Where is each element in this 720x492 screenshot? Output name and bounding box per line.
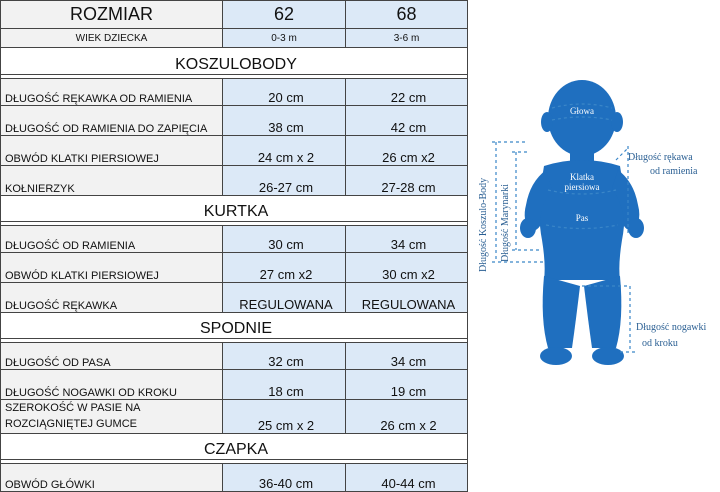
row-label: DŁUGOŚĆ RĘKAWKA OD RAMIENIA [1, 79, 223, 106]
size-68-header: 68 [346, 1, 468, 29]
table-row [1, 226, 468, 253]
row-value-62: 25 cm x 2 [223, 400, 346, 434]
table-row [1, 343, 468, 370]
row-label: OBWÓD GŁÓWKI [1, 464, 223, 492]
table-row [1, 370, 468, 400]
age-68: 3-6 m [346, 29, 468, 48]
size-62-header: 62 [223, 1, 346, 29]
table-row [1, 464, 468, 492]
label-head: Głowa [570, 106, 594, 116]
section-title: KURTKA [1, 196, 468, 222]
row-label: KOŁNIERZYK [1, 166, 223, 196]
baby-measurement-figure [470, 80, 720, 380]
row-value-68: 26 cm x 2 [346, 400, 468, 434]
row-value-68: 19 cm [346, 370, 468, 400]
section-header-row [1, 434, 468, 460]
label-waist: Pas [575, 213, 589, 223]
label-chest-1: Klatka [570, 172, 594, 182]
row-value-62: 30 cm [223, 226, 346, 253]
row-value-68: 34 cm [346, 343, 468, 370]
label-sleeve-1: Długość rękawa [628, 152, 693, 163]
row-value-62: 32 cm [223, 343, 346, 370]
table-row [1, 136, 468, 166]
section-header-row [1, 48, 468, 75]
row-value-68: 34 cm [346, 226, 468, 253]
age-row [1, 29, 468, 48]
row-label: DŁUGOŚĆ RĘKAWKA [1, 283, 223, 313]
row-label: SZEROKOŚĆ W PASIE NA ROZCIĄGNIĘTEJ GUMCE [1, 400, 223, 434]
row-value-68: 22 cm [346, 79, 468, 106]
section-header-row [1, 313, 468, 339]
row-value-68: 26 cm x2 [346, 136, 468, 166]
row-label: DŁUGOŚĆ OD RAMIENIA [1, 226, 223, 253]
table-row [1, 400, 468, 434]
row-value-62: 27 cm x2 [223, 253, 346, 283]
label-jacket-length: Długość Marynarki [500, 183, 511, 262]
table-row [1, 283, 468, 313]
size-header-label: ROZMIAR [1, 1, 223, 29]
label-leg-2: od kroku [642, 338, 678, 349]
age-62: 0-3 m [223, 29, 346, 48]
section-title: CZAPKA [1, 434, 468, 460]
row-value-68: 30 cm x2 [346, 253, 468, 283]
row-label: DŁUGOŚĆ NOGAWKI OD KROKU [1, 370, 223, 400]
table-row [1, 253, 468, 283]
label-body-length: Długość Koszulo-Body [478, 177, 489, 272]
section-title: KOSZULOBODY [1, 48, 468, 75]
row-value-62: 24 cm x 2 [223, 136, 346, 166]
row-value-62: 18 cm [223, 370, 346, 400]
table-row [1, 106, 468, 136]
row-label: OBWÓD KLATKI PIERSIOWEJ [1, 136, 223, 166]
label-sleeve-2: od ramienia [650, 166, 698, 177]
size-header-row [1, 1, 468, 29]
label-chest-2: piersiowa [564, 182, 600, 192]
row-value-62: 26-27 cm [223, 166, 346, 196]
table-row [1, 79, 468, 106]
row-value-62: 20 cm [223, 79, 346, 106]
row-label: OBWÓD KLATKI PIERSIOWEJ [1, 253, 223, 283]
section-header-row [1, 196, 468, 222]
row-value-62: 36-40 cm [223, 464, 346, 492]
table-row [1, 166, 468, 196]
row-value-68: 27-28 cm [346, 166, 468, 196]
section-title: SPODNIE [1, 313, 468, 339]
row-label: DŁUGOŚĆ OD PASA [1, 343, 223, 370]
row-value-62: 38 cm [223, 106, 346, 136]
label-leg-1: Długość nogawki [636, 322, 707, 333]
row-label: DŁUGOŚĆ OD RAMIENIA DO ZAPIĘCIA [1, 106, 223, 136]
row-value-68: REGULOWANA [346, 283, 468, 313]
row-value-62: REGULOWANA [223, 283, 346, 313]
row-value-68: 42 cm [346, 106, 468, 136]
age-label: WIEK DZIECKA [1, 29, 223, 48]
row-value-68: 40-44 cm [346, 464, 468, 492]
